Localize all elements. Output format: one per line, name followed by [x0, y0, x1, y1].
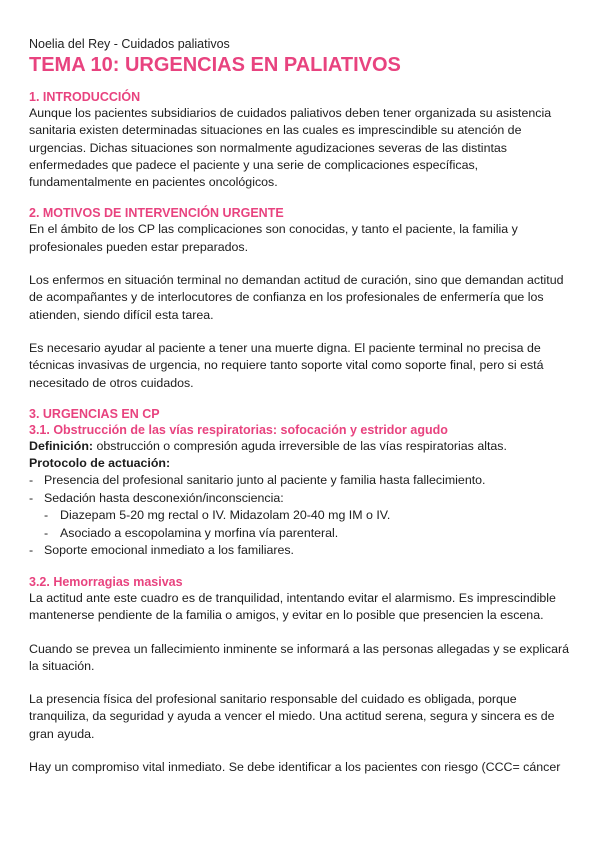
document-title: TEMA 10: URGENCIAS EN PALIATIVOS — [29, 54, 401, 76]
paragraph-hemorragias-2: Cuando se prevea un fallecimiento inminente se informará a las personas allegadas y se explicará la situación. — [29, 641, 569, 673]
list-item — [29, 490, 572, 543]
sublist-item: - Diazepam 5-20 mg rectal o IV. Midazolam 20-40 mg IM o IV. — [44, 507, 572, 525]
definition-line — [29, 438, 572, 455]
paragraph-motivos-1: En el ámbito de los CP las complicaciones son conocidas, y tanto el paciente, la familia y profesionales pueden estar preparados. — [29, 222, 518, 254]
section-heading-introduccion: 1. INTRODUCCIÓN — [29, 90, 141, 104]
subsection-heading-hemorragias: 3.2. Hemorragias masivas — [29, 574, 183, 589]
subsection-heading-obstruccion: 3.1. Obstrucción de las vías respiratorias: sofocación y estridor agudo — [29, 422, 448, 437]
paragraph-motivos-3: Es necesario ayudar al paciente a tener una muerte digna. El paciente terminal no precisa de técnicas invasivas de urgencia, no requiere tanto soporte vital como soporte final, pero si está necesitado de otros cuidados. — [29, 340, 544, 390]
paragraph-hemorragias-4: Hay un compromiso vital inmediato. Se debe identificar a los pacientes con riesgo (CCC= cáncer — [29, 760, 561, 775]
protocol-label: Protocolo de actuación: — [29, 456, 171, 471]
section-heading-motivos: 2. MOTIVOS DE INTERVENCIÓN URGENTE — [29, 206, 284, 221]
list-item-text: Sedación hasta desconexión/inconsciencia: — [44, 490, 284, 505]
paragraph-motivos-2: Los enfermos en situación terminal no demandan actitud de curación, sino que demandan actitud de acompañantes y de interlocutores de confianza en los profesionales de enfermería que los atienden, siendo difícil esta tarea. — [29, 273, 564, 322]
protocol-list — [29, 472, 572, 560]
definition-text: obstrucción o compresión aguda irreversible de las vías respiratorias altas. — [93, 438, 507, 453]
paragraph-introduccion: Aunque los pacientes subsidiarios de cuidados paliativos deben tener organizada su asistencia sanitaria existen determinadas situaciones en las cuales es imprescindible su atención de urgencias. Dichas situaciones son normalmente agudizaciones severas de las distintas enfermedades que padece el paciente y una serie de complicaciones específicas, fundamentalmente en pacientes oncológicos. — [29, 106, 552, 190]
list-item: - Presencia del profesional sanitario junto al paciente y familia hasta fallecimiento. — [29, 472, 572, 490]
sublist-item: - Asociado a escopolamina y morfina vía parenteral. — [44, 525, 572, 543]
paragraph-hemorragias-1: La actitud ante este cuadro es de tranquilidad, intentando evitar el alarmismo. Es imprescindible mantenerse pendiente de la familia o amigos, y evitar en lo posible que presencien la escena. — [29, 590, 556, 623]
definition-label: Definición: — [29, 438, 94, 453]
sedation-sublist — [44, 507, 572, 542]
paragraph-hemorragias-3: La presencia física del profesional sanitario responsable del cuidado es obligada, porque tranquiliza, da seguridad y ayuda a vencer el miedo. Una actitud serena, segura y sincera es de gran ayuda. — [29, 692, 555, 741]
list-item: - Soporte emocional inmediato a los familiares. — [29, 542, 572, 560]
author-line: Noelia del Rey - Cuidados paliativos — [29, 37, 230, 51]
section-heading-urgencias: 3. URGENCIAS EN CP — [29, 406, 160, 421]
